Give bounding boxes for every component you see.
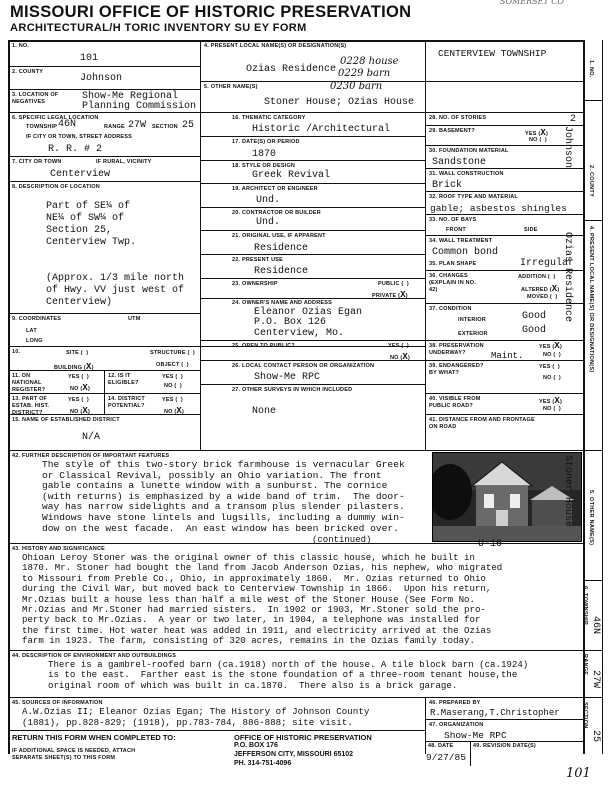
field-41-label: 41. DISTANCE FROM AND FRONTAGE ON ROAD: [429, 417, 535, 430]
field-46-value: R.Maserang,T.Christopher: [430, 708, 560, 718]
field-14-yes: YES ( ): [162, 397, 183, 403]
field-32-label: 32. ROOF TYPE AND MATERIAL: [429, 194, 518, 200]
margin-county-label: 2. COUNTY: [588, 165, 594, 198]
field-2-value: Johnson: [80, 73, 123, 84]
field-21-label: 21. ORIGINAL USE, IF APPARENT: [232, 233, 326, 239]
field-24-line-1: Eleanor Ozias Egan: [254, 307, 363, 318]
field-35-label: 35. PLAN SHAPE: [429, 261, 477, 267]
field-1-value: 101: [80, 53, 99, 64]
field-38-no: NO ( ): [543, 352, 561, 358]
field-42-label: 42. FURTHER DESCRIPTION OF IMPORTANT FEATURES: [12, 453, 170, 459]
return-address-city: JEFFERSON CITY, MISSOURI 65102: [234, 751, 354, 758]
field-49-label: 49. REVISION DATE(S): [473, 743, 536, 749]
field-34-label: 34. WALL TREATMENT: [429, 238, 493, 244]
field-24-label: 24. OWNER'S NAME AND ADDRESS: [232, 300, 333, 306]
field-27-label: 27. OTHER SURVEYS IN WHICH INCLUDED: [232, 387, 353, 393]
field-18-label: 18. STYLE OR DESIGN: [232, 163, 296, 169]
field-26-value: Show-Me RPC: [254, 372, 321, 383]
field-36-altered: ALTERED (X): [521, 284, 560, 294]
margin-names: Ozias Residence: [562, 232, 573, 323]
field-9-utm: UTM: [128, 316, 141, 322]
field-36-moved: MOVED ( ): [527, 294, 558, 300]
field-16-label: 16. THEMATIC CATEGORY: [232, 115, 306, 121]
field-40-yes: YES (X): [539, 396, 563, 406]
field-10-structure: STRUCTURE ( ): [150, 350, 195, 356]
field-5-handwritten: 0230 barn: [330, 81, 383, 92]
building-photo-image: [432, 452, 582, 542]
field-23-label: 23. OWNERSHIP: [232, 281, 278, 287]
field-33-front: FRONT: [446, 227, 466, 233]
field-29-yes: YES (X): [525, 128, 549, 138]
field-9-lat: LAT: [26, 328, 37, 334]
field-12-label: 12. IS IT ELIGIBLE?: [108, 373, 139, 386]
field-8-line-9: Centerview): [46, 297, 113, 308]
field-11-yes: YES ( ): [68, 374, 89, 380]
field-36-label: 36. CHANGES (EXPLAIN IN NO. 42): [429, 273, 477, 293]
field-10-site: SITE ( ): [66, 350, 89, 356]
field-8-line-4: Centerview Twp.: [46, 237, 137, 248]
field-45-text: A.W.Ozias II; Eleanor Ozias Egan; The History of Johnson County (1881), pp.828-829; (1918), pp.783-784, 886-888; site visit.: [22, 706, 370, 728]
field-6-range-label: RANGE: [104, 124, 125, 130]
field-15-value: N/A: [82, 432, 101, 443]
field-4-value: Ozias Residence: [246, 64, 337, 75]
field-28-value: 2: [570, 114, 577, 125]
field-47-label: 47. ORGANIZATION: [429, 722, 484, 728]
field-42-continued: (continued): [312, 535, 372, 545]
field-9-label: 9. COORDINATES: [12, 316, 62, 322]
field-8-line-1: Part of SE¼ of: [46, 201, 131, 212]
field-4-handwritten-1: 0228 house: [340, 56, 399, 67]
field-17-label: 17. DATE(S) OR PERIOD: [232, 139, 300, 145]
field-7-rural-label: IF RURAL, VICINITY: [96, 159, 152, 165]
field-12-no: NO ( ): [164, 383, 182, 389]
field-46-label: 46. PREPARED BY: [429, 700, 481, 706]
field-39-no: NO ( ): [543, 375, 561, 381]
field-37-interior-label: INTERIOR: [458, 317, 486, 323]
field-40-no: NO ( ): [543, 406, 561, 412]
field-9-long: LONG: [26, 338, 43, 344]
form-title: MISSOURI OFFICE OF HISTORIC PRESERVATION: [10, 3, 412, 21]
field-16-value: Historic /Architectural: [252, 124, 391, 135]
field-6-range: 27W: [128, 120, 147, 131]
field-33-side: SIDE: [524, 227, 538, 233]
field-6-label: 6. SPECIFIC LEGAL LOCATION: [12, 115, 99, 121]
field-48-value: 9/27/85: [426, 752, 466, 763]
field-29-no: NO ( ): [529, 137, 547, 143]
margin-other-label: 5. OTHER NAME(S): [588, 490, 594, 546]
field-44-label: 44. DESCRIPTION OF ENVIRONMENT AND OUTBUILDINGS: [12, 653, 177, 659]
field-2-label: 2. COUNTY: [12, 69, 44, 75]
field-38-yes: YES (X): [539, 341, 563, 351]
field-20-label: 20. CONTRACTOR OR BUILDER: [232, 210, 321, 216]
field-33-label: 33. NO. OF BAYS: [429, 217, 477, 223]
field-8-line-3: Section 25,: [46, 225, 113, 236]
field-36-addition: ADDITION ( ): [518, 274, 556, 280]
margin-section: 25: [590, 730, 601, 743]
field-42-text: The style of this two-story brick farmhouse is vernacular Greek or Classical Revival, possibly an Ohio variation. The front gable contains a lunette window with a sunburst. The cornice (with returns) is emphasized by a wide band of trim. The door- way has narrow sidelights and a transom plus slender pilasters. Windows have stone lintels and lugsills, including a dummy win- dow on the west facade. An east window has been bricked over.: [42, 459, 405, 534]
field-12-yes: YES ( ): [162, 374, 183, 380]
field-48-label: 48. DATE: [428, 743, 454, 749]
field-19-label: 19. ARCHITECT OR ENGINEER: [232, 186, 318, 192]
field-25-yes: YES ( ): [388, 343, 409, 349]
field-24-line-2: P.O. Box 126: [254, 317, 327, 328]
field-6-township: 46N: [58, 119, 77, 130]
field-27-value: None: [252, 406, 277, 417]
field-14-label: 14. DISTRICT POTENTIAL?: [108, 396, 145, 409]
field-47-value: Show-Me RPC: [444, 730, 507, 741]
top-handwritten-note: SOMERSET CO: [500, 0, 564, 6]
field-18-value: Greek Revival: [252, 170, 331, 181]
field-4-label: 4. PRESENT LOCAL NAME(S) OR DESIGNATION(S): [204, 43, 347, 49]
field-43-ref: U-16: [478, 539, 503, 550]
field-22-label: 22. PRESENT USE: [232, 257, 283, 263]
field-13-yes: YES ( ): [68, 397, 89, 403]
field-10-building: BUILDING (X): [54, 362, 94, 372]
form-subtitle: ARCHITECTURAL/H TORIC INVENTORY SU EY FORM: [10, 22, 307, 34]
field-40-label: 40. VISIBLE FROM PUBLIC ROAD?: [429, 396, 481, 409]
field-38-label: 38. PRESERVATION UNDERWAY?: [429, 343, 484, 356]
field-7-label: 7. CITY OR TOWN: [12, 159, 62, 165]
field-11-no: NO (X): [70, 383, 91, 393]
field-28-label: 28. NO. OF STORIES: [429, 115, 487, 121]
margin-county: Johnson: [562, 126, 573, 169]
return-address-office: OFFICE OF HISTORIC PRESERVATION: [234, 733, 372, 742]
margin-names-label: 4. PRESENT LOCAL NAME(S) OR DESIGNATION(S): [588, 226, 594, 373]
field-39-label: 39. ENDANGERED? BY WHAT?: [429, 363, 484, 376]
field-5-label: 5. OTHER NAME(S): [204, 84, 258, 90]
field-11-label: 11. ON NATIONAL REGISTER?: [12, 373, 46, 393]
field-6-section-label: SECTION: [152, 124, 178, 130]
field-24-line-3: Centerview, Mo.: [254, 328, 345, 339]
field-13-label: 13. PART OF ESTAB. HIST. DISTRICT?: [12, 396, 50, 416]
field-8-line-7: (Approx. 1/3 mile north: [46, 273, 185, 284]
margin-section-label: SECTION: [582, 702, 588, 729]
field-4-township: CENTERVIEW TOWNSHIP: [438, 48, 547, 59]
page-number: 101: [566, 766, 591, 781]
field-8-line-2: NE¼ of SW¼ of: [46, 213, 125, 224]
field-35-value: Irregular: [520, 258, 575, 269]
field-13-no: NO (X): [70, 406, 91, 416]
field-23-private: PRIVATE (X): [372, 290, 408, 300]
field-15-label: 15. NAME OF ESTABLISHED DISTRICT: [12, 417, 120, 423]
field-37-exterior-value: Good: [522, 325, 547, 336]
field-31-label: 31. WALL CONSTRUCTION: [429, 171, 504, 177]
margin-township-label: 6. TOWNSHIP: [582, 586, 588, 625]
field-23-public: PUBLIC ( ): [378, 281, 409, 287]
margin-range: 27W: [590, 670, 601, 689]
field-1-label: 1. NO.: [12, 43, 30, 49]
field-6-street-label: IF CITY OR TOWN, STREET ADDRESS: [26, 134, 133, 140]
margin-other: Stoner House: [562, 455, 573, 528]
field-25-no: NO (X): [390, 352, 411, 362]
field-38-value: Maint.: [491, 351, 524, 361]
margin-township: 46N: [590, 616, 601, 635]
field-10-object: OBJECT ( ): [156, 362, 189, 368]
field-3-value: Show-Me Regional Planning Commission: [82, 91, 197, 112]
field-43-text: Ohioan Leroy Stoner was the original owner of this classic house, which he built in 1870. Mr. Stoner had bought the land from Jacob Anderson Ozias, his nephew, who migrated to Missouri from Preble Co., Ohio, in approximately 1860. Mr. Ozias returned to Ohio during the Civil War, but moved back to Centerview Township in 1866. Upon his return, Mr.Ozias built a house less than half a mile west of the Stoner House (See Form No. Mr.Ozias and Mr.Stoner had married sisters. In 1902 or 1903, Mr.Stoner sold the pro- perty back to Mr.Ozias. A year or two later, in 1904, a telephone was installed for the first time. Hot water heat was added in 1911, and electricity arrived at the Ozias farm in 1923. The farm, consisting of 320 acres, remains in the Ozias family today.: [22, 552, 503, 647]
field-30-value: Sandstone: [432, 157, 487, 168]
field-6-value: R. R. # 2: [48, 144, 103, 155]
return-address-phone: PH. 314-751-4096: [234, 760, 292, 767]
field-37-label: 37. CONDITION: [429, 306, 472, 312]
field-25-label: 25. OPEN TO PUBLIC?: [232, 343, 295, 349]
field-6-township-label: TOWNSHIP: [26, 124, 58, 130]
field-4-handwritten-2: 0229 barn: [338, 68, 391, 79]
field-5-value: Stoner House; Ozias House: [264, 97, 415, 108]
building-photo: [432, 452, 582, 542]
margin-no-label: 1. NO.: [588, 60, 594, 78]
field-21-value: Residence: [254, 243, 309, 254]
field-8-line-8: of Hwy. VV just west of: [46, 285, 185, 296]
field-31-value: Brick: [432, 180, 463, 191]
field-6-section: 25: [182, 120, 195, 131]
field-39-yes: YES ( ): [539, 364, 560, 370]
margin-range-label: RANGE: [582, 654, 588, 676]
field-34-value: Common bond: [432, 247, 499, 258]
field-37-interior-value: Good: [522, 311, 547, 322]
return-address-box: P.O. BOX 176: [234, 742, 278, 749]
field-19-value: Und.: [256, 195, 281, 206]
field-37-exterior-label: EXTERIOR: [458, 331, 488, 337]
field-45-label: 45. SOURCES OF INFORMATION: [12, 700, 103, 706]
field-20-value: Und.: [256, 217, 281, 228]
field-30-label: 30. FOUNDATION MATERIAL: [429, 148, 509, 154]
field-44-text: There is a gambrel-roofed barn (ca.1918) north of the house. A tile block barn (ca.1924) is to the east. Farther east is the stone foundation of a three-room tenant house,the original room of which was built in ca.1870. There also is a brick garage.: [48, 659, 529, 691]
field-7-value: Centerview: [50, 169, 111, 180]
field-43-label: 43. HISTORY AND SIGNIFICANCE: [12, 546, 106, 552]
field-29-label: 29. BASEMENT?: [429, 128, 475, 134]
field-22-value: Residence: [254, 266, 309, 277]
additional-space-note: IF ADDITIONAL SPACE IS NEEDED, ATTACH SEPARATE SHEET(S) TO THIS FORM: [12, 748, 136, 761]
field-10-label: 10.: [12, 349, 21, 355]
field-3-label: 3. LOCATION OF NEGATIVES: [12, 92, 59, 105]
field-17-value: 1870: [252, 149, 277, 160]
field-8-label: 8. DESCRIPTION OF LOCATION: [12, 184, 100, 190]
field-14-no: NO (X): [164, 406, 185, 416]
field-32-value: gable; asbestos shingles: [430, 203, 567, 214]
field-26-label: 26. LOCAL CONTACT PERSON OR ORGANIZATION: [232, 363, 375, 369]
return-instructions: RETURN THIS FORM WHEN COMPLETED TO:: [12, 733, 176, 742]
